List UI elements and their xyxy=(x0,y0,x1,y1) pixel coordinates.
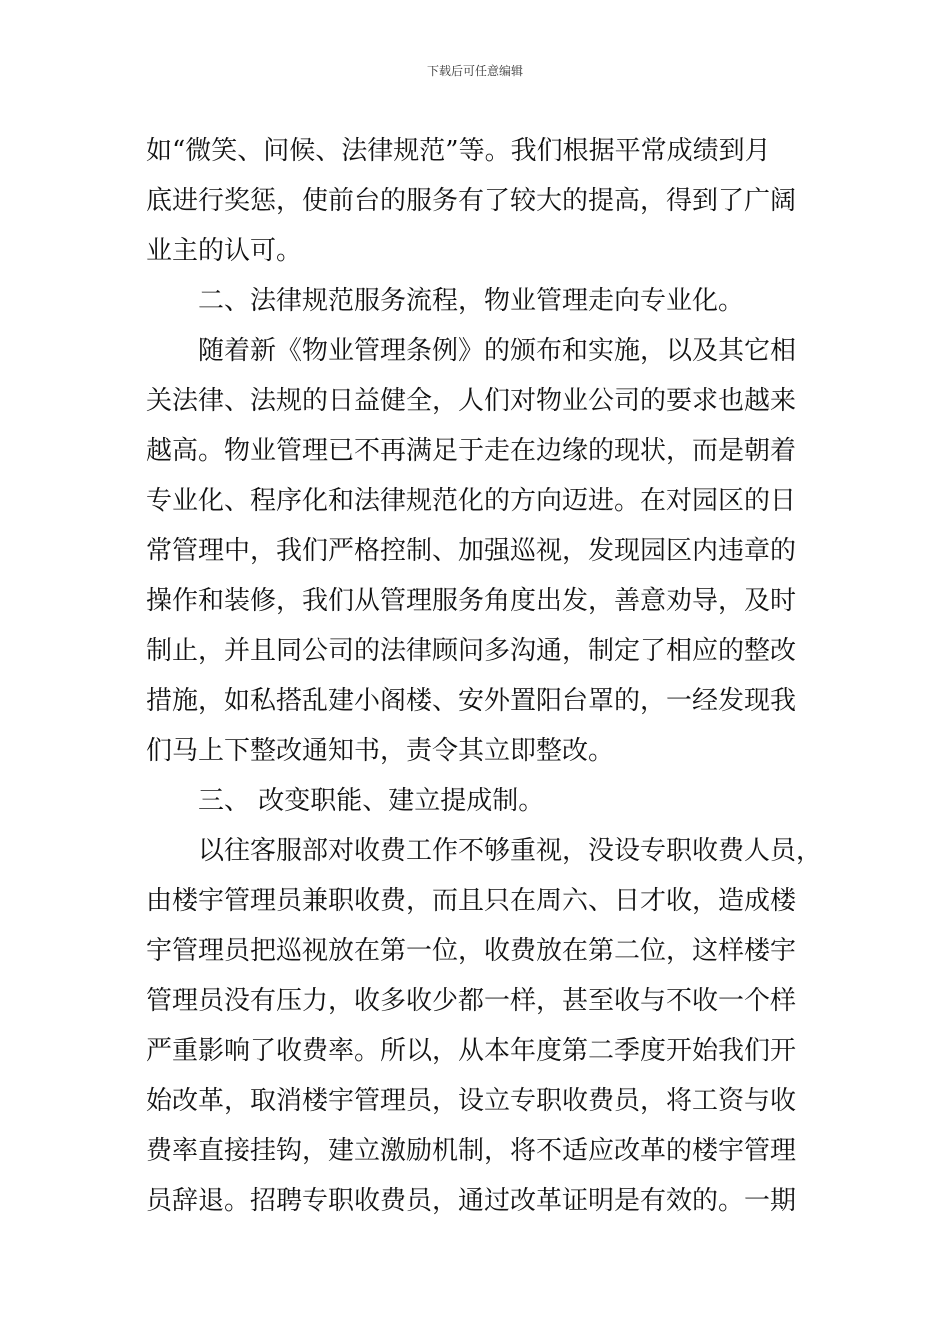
text-line: 底进行奖惩，使前台的服务有了较大的提高，得到了广阔 xyxy=(146,186,797,216)
text-line: 们马上下整改通知书，责令其立即整改。 xyxy=(146,736,615,766)
text-line: 员辞退。招聘专职收费员，通过改革证明是有效的。一期 xyxy=(146,1186,797,1216)
text-line: 如“微笑、问候、法律规范”等。我们根据平常成绩到月 xyxy=(146,136,771,166)
page-header: 下载后可任意编辑 xyxy=(426,64,523,78)
text-line: 严重影响了收费率。所以，从本年度第二季度开始我们开 xyxy=(146,1036,797,1066)
text-line: 管理员没有压力，收多收少都一样，甚至收与不收一个样 xyxy=(146,986,797,1016)
section-heading: 三、 改变职能、建立提成制。 xyxy=(198,786,545,816)
text-line: 措施，如私搭乱建小阁楼、安外置阳台罩的，一经发现我 xyxy=(146,686,797,716)
text-line: 宇管理员把巡视放在第一位，收费放在第二位，这样楼宇 xyxy=(146,936,797,966)
text-line: 随着新《物业管理条例》的颁布和实施，以及其它相 xyxy=(198,336,797,366)
text-line: 操作和装修，我们从管理服务角度出发，善意劝导，及时 xyxy=(146,586,797,616)
text-line: 制止，并且同公司的法律顾问多沟通，制定了相应的整改 xyxy=(146,636,797,666)
section-heading: 二、法律规范服务流程，物业管理走向专业化。 xyxy=(198,286,745,316)
text-line: 由楼宇管理员兼职收费，而且只在周六、日才收，造成楼 xyxy=(146,886,797,916)
document-body xyxy=(146,126,836,1226)
text-line: 以往客服部对收费工作不够重视，没设专职收费人员， xyxy=(198,836,823,866)
text-line: 费率直接挂钩，建立激励机制，将不适应改革的楼宇管理 xyxy=(146,1136,797,1166)
text-line: 始改革，取消楼宇管理员，设立专职收费员，将工资与收 xyxy=(146,1086,797,1116)
text-line: 专业化、程序化和法律规范化的方向迈进。在对园区的日 xyxy=(146,486,797,516)
text-line: 越高。物业管理已不再满足于走在边缘的现状，而是朝着 xyxy=(146,436,797,466)
text-line: 关法律、法规的日益健全，人们对物业公司的要求也越来 xyxy=(146,386,797,416)
text-line: 常管理中，我们严格控制、加强巡视，发现园区内违章的 xyxy=(146,536,797,566)
text-line: 业主的认可。 xyxy=(146,236,303,266)
